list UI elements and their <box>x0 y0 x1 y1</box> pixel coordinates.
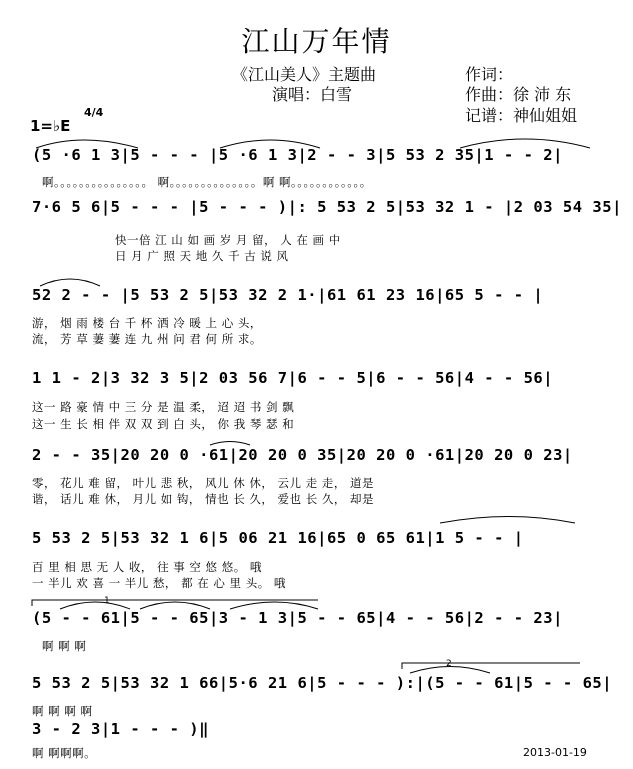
slur <box>210 442 250 446</box>
score-row-3: 52 2 - - |5 53 2 5|53 32 2 1·|61 61 23 16|65 5 - - | <box>32 286 544 304</box>
lyric-row-5b: 谐， 话儿 难 休， 月儿 如 钩， 情也 长 久， 爱也 长 久， 却是 <box>32 492 375 506</box>
volta-bracket-1 <box>32 600 318 606</box>
lyric-row-9a: 啊 啊啊啊。 <box>32 746 97 760</box>
score-row-8: 5 53 2 5|53 32 1 66|5·6 21 6|5 - - - ):|(5 - - 61|5 - - 65| <box>32 674 613 692</box>
score-row-9: 3 - 2 3|1 - - - )‖ <box>32 720 209 738</box>
time-signature-value: 4/4 <box>84 106 104 119</box>
slur <box>440 517 575 524</box>
slur <box>460 139 590 148</box>
lyric-row-3b: 流， 芳 草 萋 萋 连 九 州 问 君 何 所 求。 <box>32 332 262 346</box>
lyric-row-8a: 啊 啊 啊 啊 <box>32 704 93 718</box>
song-title: 江山万年情 <box>241 25 392 58</box>
transcriber-credit: 记谱：神仙姐姐 <box>465 106 578 125</box>
slur <box>230 602 318 609</box>
lyric-row-1a: 啊。。。。。。。。。。。。。。。 啊。。。。。。。。。。。。。。啊 啊。。。。。。。。。。。。 <box>42 175 372 189</box>
slur <box>40 279 100 286</box>
composer-credit: 作曲：徐 沛 东 <box>465 85 572 104</box>
lyric-row-2b: 日 月 广 照 天 地 久 千 古 说 风 <box>115 249 289 263</box>
slur <box>140 602 210 609</box>
key-signature: 1=♭E <box>30 117 71 135</box>
date-stamp: 2013-01-19 <box>523 746 587 759</box>
score-row-5: 2 - - 35|20 20 0 ·61|20 20 0 35|20 20 0 ·61|20 20 0 23| <box>32 446 573 464</box>
lyric-row-4b: 这一 生 长 相 伴 双 双 到 白 头， 你 我 琴 瑟 和 <box>32 417 295 431</box>
score-row-2: 7·6 5 6|5 - - - |5 - - - )|: 5 53 2 5|53 32 1 - |2 03 54 35| <box>32 198 622 216</box>
lyric-row-7a: 啊 啊 啊 <box>42 639 87 653</box>
score-row-7: (5 - - 61|5 - - 65|3 - 1 3|5 - - 65|4 - - 56|2 - - 23| <box>32 609 563 627</box>
lyric-row-6a: 百 里 相 思 无 人 收， 往 事 空 悠 悠。 哦 <box>32 560 262 574</box>
lyric-row-5a: 零， 花儿 难 留， 叶儿 悲 秋， 风儿 休 休， 云儿 走 走， 道是 <box>32 476 375 490</box>
score-row-6: 5 53 2 5|53 32 1 6|5 06 21 16|65 0 65 61|1 5 - - | <box>32 529 524 547</box>
singer-credit: 演唱：白雪 <box>272 85 353 104</box>
slur <box>60 602 130 609</box>
lyricist-credit: 作词： <box>465 65 514 84</box>
lyric-row-2a: 快一倍 江 山 如 画 岁 月 留， 人 在 画 中 <box>115 233 341 247</box>
score-row-1: (5 ·6 1 3|5 - - - |5 ·6 1 3|2 - - 3|5 53 2 35|1 - - 2| <box>32 146 563 164</box>
lyric-row-4a: 这一 路 豪 情 中 三 分 是 温 柔， 迢 迢 书 剑 飘 <box>32 400 295 414</box>
score-row-4: 1 1 - 2|3 32 3 5|2 03 56 7|6 - - 5|6 - - 56|4 - - 56| <box>32 369 554 387</box>
lyric-row-6b: 一 半儿 欢 喜 一 半儿 愁， 都 在 心 里 头。 哦 <box>32 576 286 590</box>
slur <box>36 140 138 148</box>
volta-label-1: 1 <box>104 596 110 606</box>
slur <box>220 140 320 148</box>
volta-label-2: 2 <box>446 659 452 669</box>
lyric-row-3a: 游， 烟 雨 楼 台 千 杯 洒 冷 暖 上 心 头， <box>32 316 262 330</box>
subtitle: 《江山美人》主题曲 <box>232 65 377 84</box>
